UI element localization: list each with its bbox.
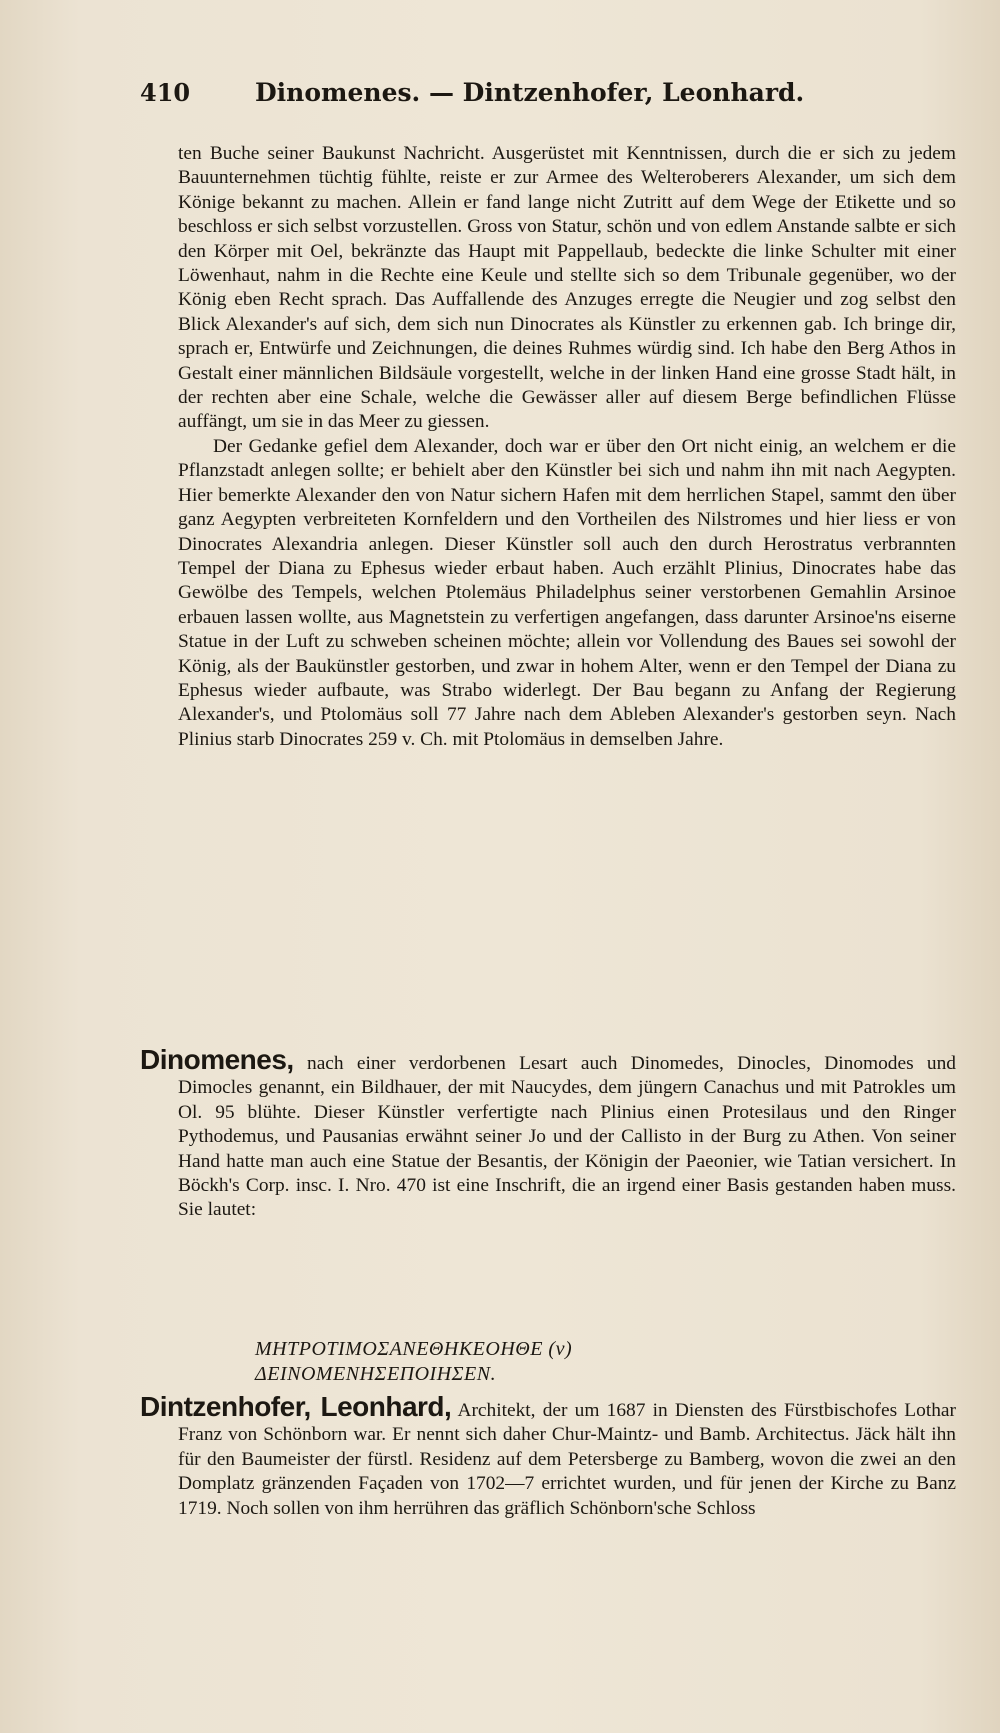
continuation-paragraph-1: ten Buche seiner Baukunst Nachricht. Ausgerüstet mit Kenntnissen, durch die er sich zu jedem Bauunternehmen tüchtig fühlte, reiste er zur Armee des Welteroberers Alexander, um sich dem Könige bekannt zu machen. Allein er fand lange nicht Zutritt auf dem Wege der Etikette und so beschloss er sich selbst vorzustellen. Gross von Statur, schön und von edlem Anstande salbte er sich den Körper mit Oel, bekränzte das Haupt mit Pappellaub, bedeckte die linke Schulter mit einer Löwenhaut, nahm in die Rechte eine Keule und stellte sich so dem Tribunale gegenüber, wo der König eben Recht sprach. Das Auffallende des Anzuges erregte die Neugier und zog selbst den Blick Alexander's auf sich, dem sich nun Dinocrates als Künstler zu erkennen gab. Ich bringe dir, sprach er, Entwürfe und Zeichnungen, die deines Ruhmes würdig sind. Ich habe den Berg Athos in Gestalt einer männlichen Bildsäule vorgestellt, welche in der linken Hand eine grosse Stadt hält, in der rechten aber eine Schale, welche die Gewässer aller auf diesem Berge befindlichen Flüsse auffängt, um sie in das Meer zu giessen.	[178, 143, 956, 433]
entry-dintzenhofer-paragraph	[140, 1391, 956, 1521]
running-head: Dinomenes. — Dintzenhofer, Leonhard.	[255, 78, 805, 107]
continuation-paragraph-2: Der Gedanke gefiel dem Alexander, doch war er über den Ort nicht einig, an welchem er die Pflanzstadt anlegen sollte; er behielt aber den Künstler bei sich und nahm ihn mit nach Aegypten. Hier bemerkte Alexander den von Natur sichern Hafen mit dem herrlichen Stapel, sammt den über ganz Aegypten verbreiteten Kornfeldern und den Vortheilen des Nilstromes und hier liess er von Dinocrates Alexandria anlegen. Dieser Künstler soll auch den durch Herostratus verbrannten Tempel der Diana zu Ephesus wieder erbaut haben. Auch erzählt Plinius, Dinocrates habe das Gewölbe des Tempels, welchen Ptolemäus Philadelphus seiner verstorbenen Gemahlin Arsinoe erbauen lassen wollte, aus Magnetstein zu verfertigen angefangen, dass darunter Arsinoe'ns eiserne Statue in der Luft zu schweben scheinen möchte; allein vor Vollendung des Baues sei sowohl der König, als der Baukünstler gestorben, und zwar in hohem Alter, wenn er den Tempel der Diana zu Ephesus wieder aufbaute, was Strabo widerlegt. Der Bau begann zu Anfang der Regierung Alexander's, und Ptolomäus soll 77 Jahre nach dem Ableben Alexander's gestorben seyn. Nach Plinius starb Dinocrates 259 v. Ch. mit Ptolomäus in demselben Jahre.	[178, 435, 956, 750]
entry-text: Architekt, der um 1687 in Diensten des Fürstbischofes Lothar Franz von Schönborn war. Er nennt sich daher Chur-Maintz- und Bamb. Architectus. Jäck hält ihn für den Baumeister der fürstl. Residenz auf dem Petersberge zu Bamberg, wovon die zwei an den Domplatz gränzenden Façaden von 1702—7 errichtet wurden, und für jenen der Kirche zu Banz 1719. Noch sollen von ihm herrühren das gräflich Schönborn'sche Schloss	[178, 1400, 956, 1519]
entry-dinomenes	[140, 1044, 957, 1223]
inscription-line-2: ΔΕΙΝΟΜΕΝΗΣΕΠΟΙΗΣΕΝ.	[255, 1363, 497, 1385]
entry-head-word: Dintzenhofer, Leonhard,	[140, 1391, 452, 1422]
entry-text: nach einer verdorbenen Lesart auch Dinomedes, Dinocles, Dinomodes und Dimocles genannt, ein Bildhauer, der mit Naucydes, dem jüngern Canachus und mit Patrokles um Ol. 95 blühte. Dieser Künstler verfertigte nach Plinius einen Protesilaus und den Ringer Pythodemus, und Pausanias erwähnt seiner Jo und der Callisto in der Burg zu Athen. Von seiner Hand hatte man auch eine Statue der Besantis, der Königin der Paeonier, wie Tatian versichert. In Böckh's Corp. insc. I. Nro. 470 ist eine Inschrift, die an irgend einer Basis gestanden haben muss. Sie lautet:	[178, 1053, 957, 1221]
page-header	[140, 78, 900, 118]
entry-dintzenhofer	[140, 1391, 956, 1521]
inscription-line-1: ΜΗΤΡΟΤΙΜΟΣΑΝΕΘΗΚΕΟΗΘΕ (ν)	[255, 1338, 573, 1360]
entry-dinomenes-paragraph	[140, 1044, 957, 1223]
greek-inscription	[255, 1337, 895, 1387]
continuation-text	[178, 142, 956, 752]
page-number: 410	[140, 78, 191, 107]
entry-head-word: Dinomenes,	[140, 1044, 294, 1075]
